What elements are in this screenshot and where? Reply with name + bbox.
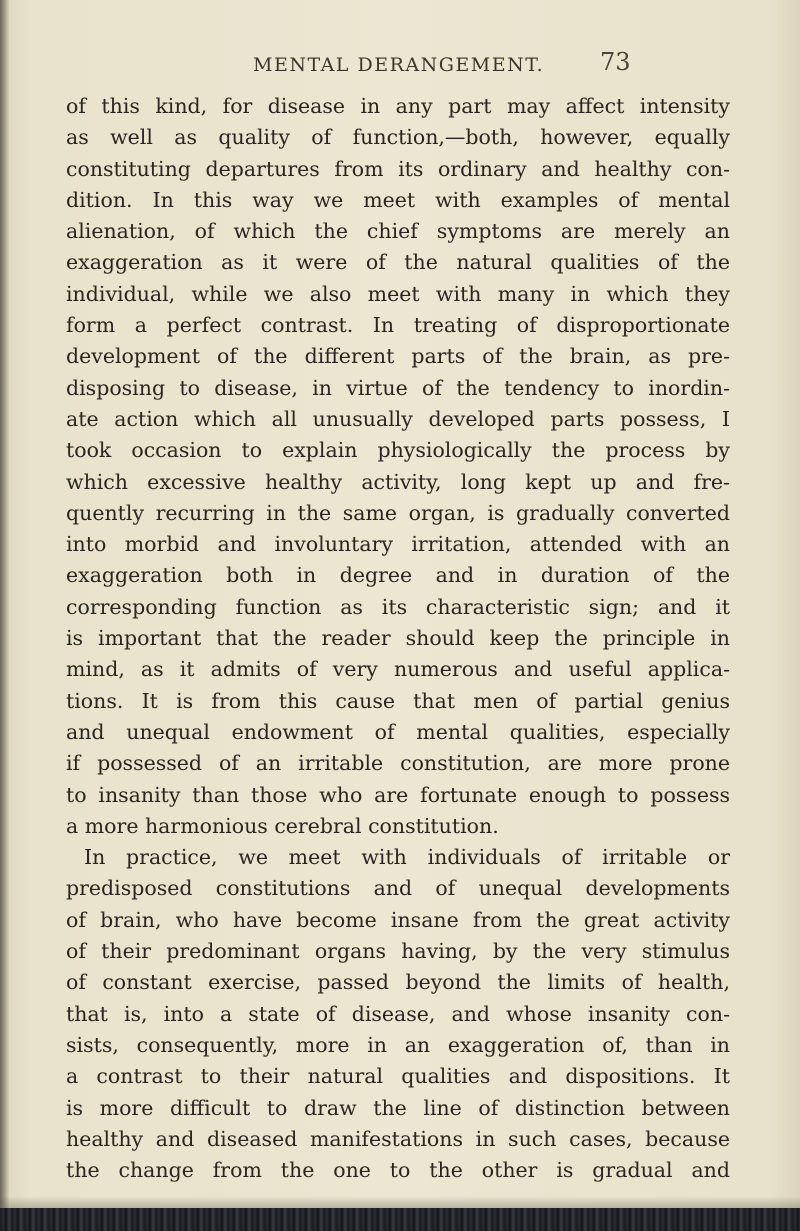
- text-line: disposing to disease, in virtue of the tendency to inordin-: [66, 375, 730, 400]
- text-line: healthy and diseased manifestations in such cases, because: [66, 1126, 730, 1151]
- text-line: ate action which all unusually developed parts possess, I: [66, 406, 730, 431]
- text-line: constituting departures from its ordinary and healthy con-: [66, 156, 730, 181]
- page-bottom-shadow: [0, 1196, 800, 1208]
- text-line: predisposed constitutions and of unequal developments: [66, 876, 730, 901]
- text-line: mind, as it admits of very numerous and useful applica-: [66, 657, 730, 682]
- text-line: which excessive healthy activity, long kept up and fre-: [66, 469, 730, 494]
- text-line: into morbid and involuntary irritation, attended with an: [66, 532, 730, 557]
- page-header: [0, 48, 800, 82]
- text-line: of their predominant organs having, by the very stimulus: [66, 939, 730, 964]
- text-line: to insanity than those who are fortunate enough to possess: [66, 782, 730, 807]
- page-number: 73: [600, 48, 631, 76]
- paragraph-end-line: a more harmonious cerebral constitution.: [66, 813, 499, 838]
- text-line: a contrast to their natural qualities and dispositions. It: [66, 1064, 730, 1089]
- text-line: of constant exercise, passed beyond the limits of health,: [66, 970, 730, 995]
- running-head: MENTAL DERANGEMENT.: [253, 54, 545, 76]
- text-line: and unequal endowment of mental qualities, especially: [66, 719, 730, 744]
- paragraph-start-line: In practice, we meet with individuals of irritable or: [84, 845, 730, 870]
- text-line: individual, while we also meet with many in which they: [66, 281, 730, 306]
- text-line: took occasion to explain physiologically the process by: [66, 438, 730, 463]
- text-line: sists, consequently, more in an exaggeration of, than in: [66, 1032, 730, 1057]
- text-line: exaggeration both in degree and in duration of the: [66, 563, 730, 588]
- text-line: is important that the reader should keep the principle in: [66, 626, 730, 651]
- text-line: quently recurring in the same organ, is gradually converted: [66, 500, 730, 525]
- text-line: tions. It is from this cause that men of partial genius: [66, 688, 730, 713]
- text-line: of this kind, for disease in any part may affect intensity: [66, 94, 730, 118]
- text-line: dition. In this way we meet with examples of mental: [66, 187, 730, 212]
- text-line: is more difficult to draw the line of distinction between: [66, 1095, 730, 1120]
- text-line: exaggeration as it were of the natural qualities of the: [66, 250, 730, 275]
- text-line: the change from the one to the other is gradual and: [66, 1158, 730, 1183]
- text-line: that is, into a state of disease, and whose insanity con-: [66, 1001, 730, 1026]
- body-text: [66, 91, 730, 1186]
- text-line: corresponding function as its characteristic sign; and it: [66, 594, 730, 619]
- scanner-edge-strip: [0, 1208, 800, 1231]
- text-line: if possessed of an irritable constitution, are more prone: [66, 751, 730, 776]
- text-line: form a perfect contrast. In treating of disproportionate: [66, 313, 730, 338]
- page-binding-edge: [0, 0, 9, 1231]
- text-line: of brain, who have become insane from the great activity: [66, 907, 730, 932]
- text-line: as well as quality of function,—both, however, equally: [66, 125, 730, 150]
- text-line: development of the different parts of the brain, as pre-: [66, 344, 730, 369]
- text-line: alienation, of which the chief symptoms are merely an: [66, 219, 730, 244]
